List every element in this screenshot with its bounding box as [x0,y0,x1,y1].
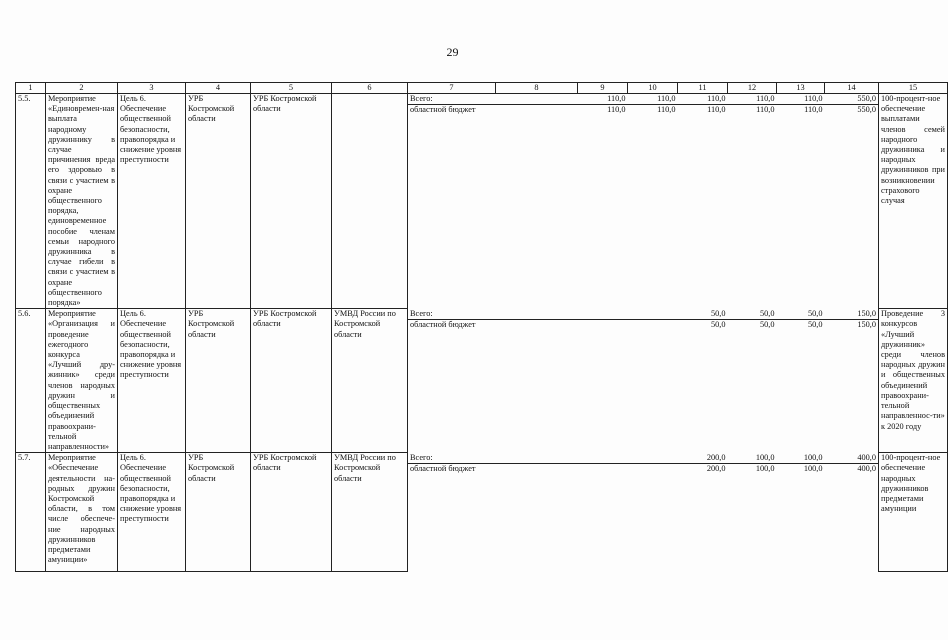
value-total: 150,0 [825,309,879,320]
value-budget: 100,0 [803,463,823,473]
col-header: 11 [678,83,728,94]
col-header: 4 [186,83,251,94]
value-cell-8 [496,309,578,453]
value-total: 110,0 [628,94,678,105]
value-cell-10 [628,453,678,572]
value-cell-10 [628,309,678,453]
table-row [16,453,948,572]
value-cell-11 [678,453,728,572]
program-table [15,82,948,572]
source-budget: областной бюджет [410,105,476,114]
col-header: 7 [408,83,496,94]
value-total: 110,0 [578,94,628,105]
value-cell-13 [777,94,825,309]
executor-cell: УРБ Костромской области [186,309,251,453]
col-header: 8 [496,83,578,94]
value-budget: 150,0 [857,319,876,329]
row-id: 5.6. [16,309,46,453]
source-total: Всего: [408,94,496,105]
value-budget: 110,0 [756,105,775,114]
responsible-cell: УРБ Костромской области [251,453,332,572]
goal-cell: Цель 6. Обеспечение общественной безопасности, правопорядка и снижение уровня преступности [118,94,186,309]
value-cell-12 [728,453,777,572]
value-cell-13 [777,453,825,572]
value-cell-14 [825,94,879,309]
value-cell-11 [678,309,728,453]
table-row [16,94,948,309]
value-total: 100,0 [728,453,777,464]
goal-cell: Цель 6. Обеспечение общественной безопасности, правопорядка и снижение уровня преступности [118,453,186,572]
source-cell [408,453,496,572]
value-total: 50,0 [728,309,777,320]
value-cell-9 [578,453,628,572]
col-header: 10 [628,83,678,94]
source-budget: областной бюджет [410,319,476,329]
value-cell-10 [628,94,678,309]
value-cell-11 [678,94,728,309]
responsible-cell: УРБ Костромской области [251,94,332,309]
value-budget: 50,0 [710,319,726,329]
value-total: 100,0 [777,453,825,464]
col-header: 13 [777,83,825,94]
value-cell-13 [777,309,825,453]
col-header: 2 [46,83,118,94]
value-cell-8 [496,94,578,309]
value-total: 110,0 [728,94,777,105]
value-budget: 50,0 [807,319,823,329]
col-header: 6 [332,83,408,94]
value-total: 400,0 [825,453,879,464]
program-table-wrapper [15,82,948,572]
table-row [16,309,948,453]
col-header: 1 [16,83,46,94]
col-header: 12 [728,83,777,94]
source-budget: областной бюджет [410,463,476,473]
value-cell-14 [825,453,879,572]
value-cell-14 [825,309,879,453]
source-cell [408,94,496,309]
coexecutor-cell [332,94,408,309]
value-cell-9 [578,309,628,453]
source-cell [408,309,496,453]
value-total: 110,0 [678,94,728,105]
value-budget: 200,0 [706,463,726,473]
result-cell: 100-процент-ное обеспечение народных дружинников предметами амуниции [879,453,948,572]
value-budget: 50,0 [759,319,775,329]
value-cell-9 [578,94,628,309]
value-cell-12 [728,94,777,309]
value-total: 110,0 [777,94,825,105]
value-budget: 400,0 [857,463,876,473]
source-total: Всего: [408,453,496,464]
col-header: 15 [879,83,948,94]
row-id: 5.7. [16,453,46,572]
result-cell: 100-процент-ное обеспечение выплатами членов семей народного дружинника и народных дружинников при возникновении страхового случая [879,94,948,309]
value-budget: 110,0 [657,105,676,114]
row-id: 5.5. [16,94,46,309]
page-number: 29 [446,45,459,59]
coexecutor-cell: УМВД России по Костромской области [332,309,408,453]
measure-cell: Мероприятие «Обеспечение деятельности на-родных дружин Костромской области, в том числе обеспече-ние народных дружинников предметами амуниции» [46,453,118,572]
source-total: Всего: [408,309,496,320]
executor-cell: УРБ Костромской области [186,94,251,309]
value-budget: 100,0 [755,463,775,473]
coexecutor-cell: УМВД России по Костромской области [332,453,408,572]
col-header: 9 [578,83,628,94]
value-total: 200,0 [678,453,728,464]
header-row [16,83,948,94]
value-cell-12 [728,309,777,453]
value-total: 550,0 [825,94,879,105]
col-header: 14 [825,83,879,94]
value-cell-8 [496,453,578,572]
value-total: 50,0 [678,309,728,320]
col-header: 3 [118,83,186,94]
goal-cell: Цель 6. Обеспечение общественной безопасности, правопорядка и снижение уровня преступности [118,309,186,453]
responsible-cell: УРБ Костромской области [251,309,332,453]
value-budget: 110,0 [607,105,626,114]
measure-cell: Мероприятие «Организация и проведение ежегодного конкурса «Лучший дру-жинник» среди членов народных дружин и общественных объединений правоохрани-тельной направленности» [46,309,118,453]
value-budget: 110,0 [804,105,823,114]
result-cell: Проведение 3 конкурсов «Лучший дружинник» среди членов народных дружин и общественных объединений правоохрани-тельной направленнос-ти» к 2020 году [879,309,948,453]
value-budget: 550,0 [857,105,876,114]
executor-cell: УРБ Костромской области [186,453,251,572]
measure-cell: Мероприятие «Единовремен-ная выплата народному дружиннику в случае причинения вреда его здоровью в связи с участием в охране общественного порядка, единовременное пособие членам семьи народного дружинника в случае гибели в связи с участием в охране общественного порядка» [46,94,118,309]
value-total: 50,0 [777,309,825,320]
col-header: 5 [251,83,332,94]
value-budget: 110,0 [707,105,726,114]
